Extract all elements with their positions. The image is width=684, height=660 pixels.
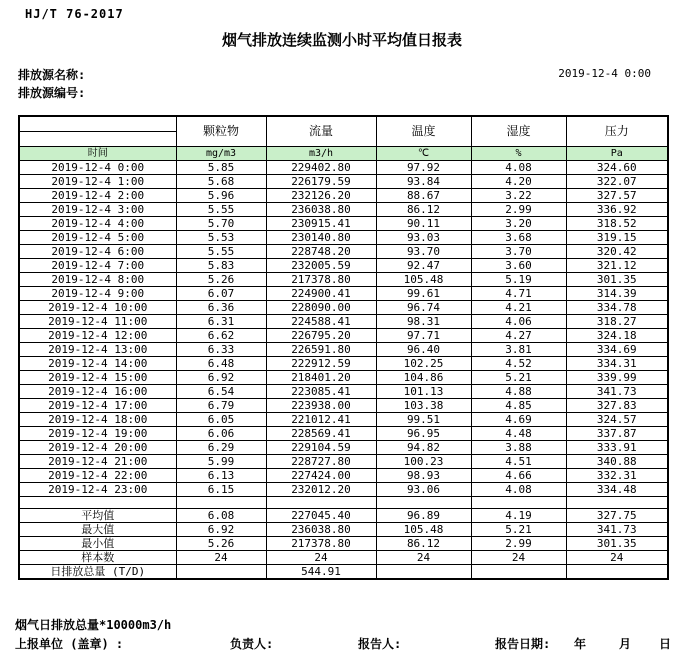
hourly-row: [19, 174, 668, 188]
value-cell: 5.55: [176, 202, 266, 216]
value-cell: 4.85: [471, 398, 566, 412]
value-cell: 217378.80: [266, 272, 376, 286]
time-cell: 2019-12-4 22:00: [19, 468, 176, 482]
year-label: 年: [574, 637, 587, 651]
value-cell: 4.48: [471, 426, 566, 440]
value-cell: 24: [471, 550, 566, 564]
unit-humidity: %: [471, 146, 566, 160]
hourly-row: [19, 454, 668, 468]
value-cell: 3.20: [471, 216, 566, 230]
summary-row: [19, 536, 668, 550]
time-cell: 2019-12-4 15:00: [19, 370, 176, 384]
value-cell: 5.21: [471, 522, 566, 536]
value-cell: 320.42: [566, 244, 668, 258]
value-cell: 6.54: [176, 384, 266, 398]
value-cell: 6.33: [176, 342, 266, 356]
time-cell: 2019-12-4 21:00: [19, 454, 176, 468]
hourly-row: [19, 440, 668, 454]
value-cell: 96.95: [376, 426, 471, 440]
value-cell: 6.62: [176, 328, 266, 342]
unit-flow: m3/h: [266, 146, 376, 160]
value-cell: 90.11: [376, 216, 471, 230]
hourly-row: [19, 286, 668, 300]
value-cell: 4.21: [471, 300, 566, 314]
value-cell: 97.71: [376, 328, 471, 342]
value-cell: 544.91: [266, 564, 376, 579]
value-cell: [566, 564, 668, 579]
value-cell: 24: [176, 550, 266, 564]
value-cell: 4.66: [471, 468, 566, 482]
value-cell: 324.60: [566, 160, 668, 174]
value-cell: 4.69: [471, 412, 566, 426]
value-cell: 5.70: [176, 216, 266, 230]
value-cell: 24: [566, 550, 668, 564]
value-cell: 6.92: [176, 522, 266, 536]
value-cell: 94.82: [376, 440, 471, 454]
hourly-row: [19, 328, 668, 342]
hourly-row: [19, 412, 668, 426]
value-cell: 230915.41: [266, 216, 376, 230]
reporter-label: 报告人:: [358, 637, 402, 651]
time-cell: 2019-12-4 19:00: [19, 426, 176, 440]
value-cell: 229402.80: [266, 160, 376, 174]
value-cell: 92.47: [376, 258, 471, 272]
value-cell: 98.31: [376, 314, 471, 328]
value-cell: 314.39: [566, 286, 668, 300]
value-cell: 103.38: [376, 398, 471, 412]
value-cell: 336.92: [566, 202, 668, 216]
col-header-particulate: 颗粒物: [176, 116, 266, 146]
hourly-row: [19, 188, 668, 202]
time-cell: 2019-12-4 10:00: [19, 300, 176, 314]
value-cell: 228727.80: [266, 454, 376, 468]
value-cell: 5.21: [471, 370, 566, 384]
value-cell: 301.35: [566, 536, 668, 550]
report-date-label: 报告日期:: [495, 637, 551, 651]
hourly-row: [19, 230, 668, 244]
time-label-cell: 时间: [19, 146, 176, 160]
hourly-row: [19, 202, 668, 216]
time-cell: 2019-12-4 20:00: [19, 440, 176, 454]
value-cell: 221012.41: [266, 412, 376, 426]
summary-label-cell: 样本数: [19, 550, 176, 564]
value-cell: 340.88: [566, 454, 668, 468]
value-cell: 3.70: [471, 244, 566, 258]
value-cell: 6.36: [176, 300, 266, 314]
unit-temperature: ℃: [376, 146, 471, 160]
spacer-cell: [19, 496, 176, 508]
value-cell: 4.71: [471, 286, 566, 300]
responsible-label: 负责人:: [230, 637, 274, 651]
source-id-label: 排放源编号:: [18, 86, 86, 100]
hourly-row: [19, 244, 668, 258]
value-cell: 3.22: [471, 188, 566, 202]
spacer-section: [19, 496, 668, 508]
value-cell: 5.85: [176, 160, 266, 174]
hourly-row: [19, 468, 668, 482]
value-cell: 6.15: [176, 482, 266, 496]
source-name-label: 排放源名称:: [18, 68, 86, 82]
value-cell: 4.08: [471, 482, 566, 496]
hourly-row: [19, 398, 668, 412]
value-cell: 4.27: [471, 328, 566, 342]
value-cell: 318.27: [566, 314, 668, 328]
summary-row: [19, 522, 668, 536]
value-cell: 100.23: [376, 454, 471, 468]
value-cell: 3.88: [471, 440, 566, 454]
time-cell: 2019-12-4 11:00: [19, 314, 176, 328]
value-cell: 324.57: [566, 412, 668, 426]
value-cell: 2.99: [471, 536, 566, 550]
value-cell: [376, 564, 471, 579]
value-cell: 224900.41: [266, 286, 376, 300]
value-cell: 227045.40: [266, 508, 376, 522]
value-cell: 5.19: [471, 272, 566, 286]
time-cell: 2019-12-4 4:00: [19, 216, 176, 230]
col-header-flow: 流量: [266, 116, 376, 146]
time-cell: 2019-12-4 3:00: [19, 202, 176, 216]
value-cell: 319.15: [566, 230, 668, 244]
col-header-pressure: 压力: [566, 116, 668, 146]
value-cell: 4.51: [471, 454, 566, 468]
spacer-cell: [266, 496, 376, 508]
value-cell: 322.07: [566, 174, 668, 188]
value-cell: 222912.59: [266, 356, 376, 370]
unit-row: [19, 146, 668, 160]
time-cell: 2019-12-4 13:00: [19, 342, 176, 356]
time-cell: 2019-12-4 12:00: [19, 328, 176, 342]
value-cell: 5.83: [176, 258, 266, 272]
value-cell: 6.92: [176, 370, 266, 384]
value-cell: 228090.00: [266, 300, 376, 314]
value-cell: 6.79: [176, 398, 266, 412]
time-cell: 2019-12-4 14:00: [19, 356, 176, 370]
value-cell: 301.35: [566, 272, 668, 286]
hourly-row: [19, 482, 668, 496]
value-cell: 334.78: [566, 300, 668, 314]
hourly-row: [19, 258, 668, 272]
footer-note: 烟气日排放总量*10000m3/h: [15, 618, 172, 632]
value-cell: 341.73: [566, 384, 668, 398]
value-cell: 218401.20: [266, 370, 376, 384]
value-cell: 5.53: [176, 230, 266, 244]
value-cell: 93.70: [376, 244, 471, 258]
value-cell: 341.73: [566, 522, 668, 536]
hourly-row: [19, 342, 668, 356]
value-cell: 321.12: [566, 258, 668, 272]
value-cell: 327.83: [566, 398, 668, 412]
value-cell: 4.52: [471, 356, 566, 370]
value-cell: 226591.80: [266, 342, 376, 356]
time-cell: 2019-12-4 6:00: [19, 244, 176, 258]
hourly-row: [19, 384, 668, 398]
value-cell: 223085.41: [266, 384, 376, 398]
value-cell: 236038.80: [266, 202, 376, 216]
summary-rows: [19, 508, 668, 579]
value-cell: 4.08: [471, 160, 566, 174]
time-cell: 2019-12-4 7:00: [19, 258, 176, 272]
spacer-cell: [566, 496, 668, 508]
hourly-row: [19, 216, 668, 230]
value-cell: 93.84: [376, 174, 471, 188]
value-cell: 226179.59: [266, 174, 376, 188]
time-header-bottom-cell: [19, 131, 176, 146]
page-title: 烟气排放连续监测小时平均值日报表: [221, 31, 462, 49]
value-cell: 24: [266, 550, 376, 564]
value-cell: 334.69: [566, 342, 668, 356]
value-cell: 337.87: [566, 426, 668, 440]
hourly-row: [19, 300, 668, 314]
value-cell: 223938.00: [266, 398, 376, 412]
value-cell: 93.06: [376, 482, 471, 496]
value-cell: 4.88: [471, 384, 566, 398]
value-cell: 5.26: [176, 536, 266, 550]
value-cell: 334.48: [566, 482, 668, 496]
value-cell: 327.75: [566, 508, 668, 522]
summary-row: [19, 550, 668, 564]
time-cell: 2019-12-4 18:00: [19, 412, 176, 426]
time-cell: 2019-12-4 1:00: [19, 174, 176, 188]
spacer-cell: [471, 496, 566, 508]
summary-label-cell: 最大值: [19, 522, 176, 536]
value-cell: 232012.20: [266, 482, 376, 496]
value-cell: 230140.80: [266, 230, 376, 244]
value-cell: 88.67: [376, 188, 471, 202]
value-cell: 96.74: [376, 300, 471, 314]
hourly-row: [19, 426, 668, 440]
value-cell: 339.99: [566, 370, 668, 384]
value-cell: 5.55: [176, 244, 266, 258]
unit-pressure: Pa: [566, 146, 668, 160]
value-cell: 86.12: [376, 536, 471, 550]
time-cell: 2019-12-4 17:00: [19, 398, 176, 412]
value-cell: 232005.59: [266, 258, 376, 272]
value-cell: [176, 564, 266, 579]
value-cell: 6.05: [176, 412, 266, 426]
value-cell: 99.51: [376, 412, 471, 426]
value-cell: 224588.41: [266, 314, 376, 328]
col-header-temperature: 温度: [376, 116, 471, 146]
time-cell: 2019-12-4 9:00: [19, 286, 176, 300]
value-cell: 5.96: [176, 188, 266, 202]
value-cell: 4.19: [471, 508, 566, 522]
header-row-names: [19, 116, 668, 131]
time-cell: 2019-12-4 5:00: [19, 230, 176, 244]
value-cell: 5.26: [176, 272, 266, 286]
value-cell: 229104.59: [266, 440, 376, 454]
summary-label-cell: 日排放总量 (T/D): [19, 564, 176, 579]
value-cell: 6.48: [176, 356, 266, 370]
value-cell: 6.13: [176, 468, 266, 482]
value-cell: 97.92: [376, 160, 471, 174]
value-cell: 3.68: [471, 230, 566, 244]
time-cell: 2019-12-4 8:00: [19, 272, 176, 286]
time-cell: 2019-12-4 23:00: [19, 482, 176, 496]
value-cell: 96.40: [376, 342, 471, 356]
time-cell: 2019-12-4 0:00: [19, 160, 176, 174]
hourly-rows: [19, 160, 668, 496]
unit-particulate: mg/m3: [176, 146, 266, 160]
value-cell: 3.81: [471, 342, 566, 356]
value-cell: 96.89: [376, 508, 471, 522]
summary-row: [19, 564, 668, 579]
value-cell: 4.20: [471, 174, 566, 188]
time-cell: 2019-12-4 16:00: [19, 384, 176, 398]
report-unit-label: 上报单位 (盖章) :: [15, 637, 124, 651]
time-header-top-cell: [19, 116, 176, 131]
spacer-cell: [376, 496, 471, 508]
value-cell: 4.06: [471, 314, 566, 328]
summary-label-cell: 最小值: [19, 536, 176, 550]
value-cell: [471, 564, 566, 579]
hourly-row: [19, 356, 668, 370]
value-cell: 318.52: [566, 216, 668, 230]
value-cell: 228748.20: [266, 244, 376, 258]
value-cell: 86.12: [376, 202, 471, 216]
col-header-humidity: 湿度: [471, 116, 566, 146]
value-cell: 6.06: [176, 426, 266, 440]
spacer-cell: [176, 496, 266, 508]
value-cell: 101.13: [376, 384, 471, 398]
spacer-row: [19, 496, 668, 508]
value-cell: 227424.00: [266, 468, 376, 482]
hourly-row: [19, 272, 668, 286]
value-cell: 6.07: [176, 286, 266, 300]
value-cell: 24: [376, 550, 471, 564]
value-cell: 332.31: [566, 468, 668, 482]
value-cell: 102.25: [376, 356, 471, 370]
monitoring-table: [18, 115, 669, 580]
report-datetime: 2019-12-4 0:00: [558, 67, 651, 80]
value-cell: 236038.80: [266, 522, 376, 536]
day-label: 日: [659, 637, 672, 651]
value-cell: 93.03: [376, 230, 471, 244]
month-label: 月: [619, 637, 632, 651]
value-cell: 98.93: [376, 468, 471, 482]
hourly-row: [19, 160, 668, 174]
value-cell: 5.68: [176, 174, 266, 188]
value-cell: 226795.20: [266, 328, 376, 342]
value-cell: 105.48: [376, 272, 471, 286]
value-cell: 333.91: [566, 440, 668, 454]
hourly-row: [19, 314, 668, 328]
value-cell: 99.61: [376, 286, 471, 300]
time-cell: 2019-12-4 2:00: [19, 188, 176, 202]
value-cell: 104.86: [376, 370, 471, 384]
value-cell: 334.31: [566, 356, 668, 370]
value-cell: 6.29: [176, 440, 266, 454]
value-cell: 3.60: [471, 258, 566, 272]
value-cell: 5.99: [176, 454, 266, 468]
summary-row: [19, 508, 668, 522]
hourly-row: [19, 370, 668, 384]
value-cell: 2.99: [471, 202, 566, 216]
value-cell: 6.08: [176, 508, 266, 522]
value-cell: 327.57: [566, 188, 668, 202]
value-cell: 324.18: [566, 328, 668, 342]
value-cell: 232126.20: [266, 188, 376, 202]
value-cell: 228569.41: [266, 426, 376, 440]
value-cell: 105.48: [376, 522, 471, 536]
value-cell: 6.31: [176, 314, 266, 328]
value-cell: 217378.80: [266, 536, 376, 550]
standard-code: HJ/T 76-2017: [25, 7, 124, 21]
summary-label-cell: 平均值: [19, 508, 176, 522]
